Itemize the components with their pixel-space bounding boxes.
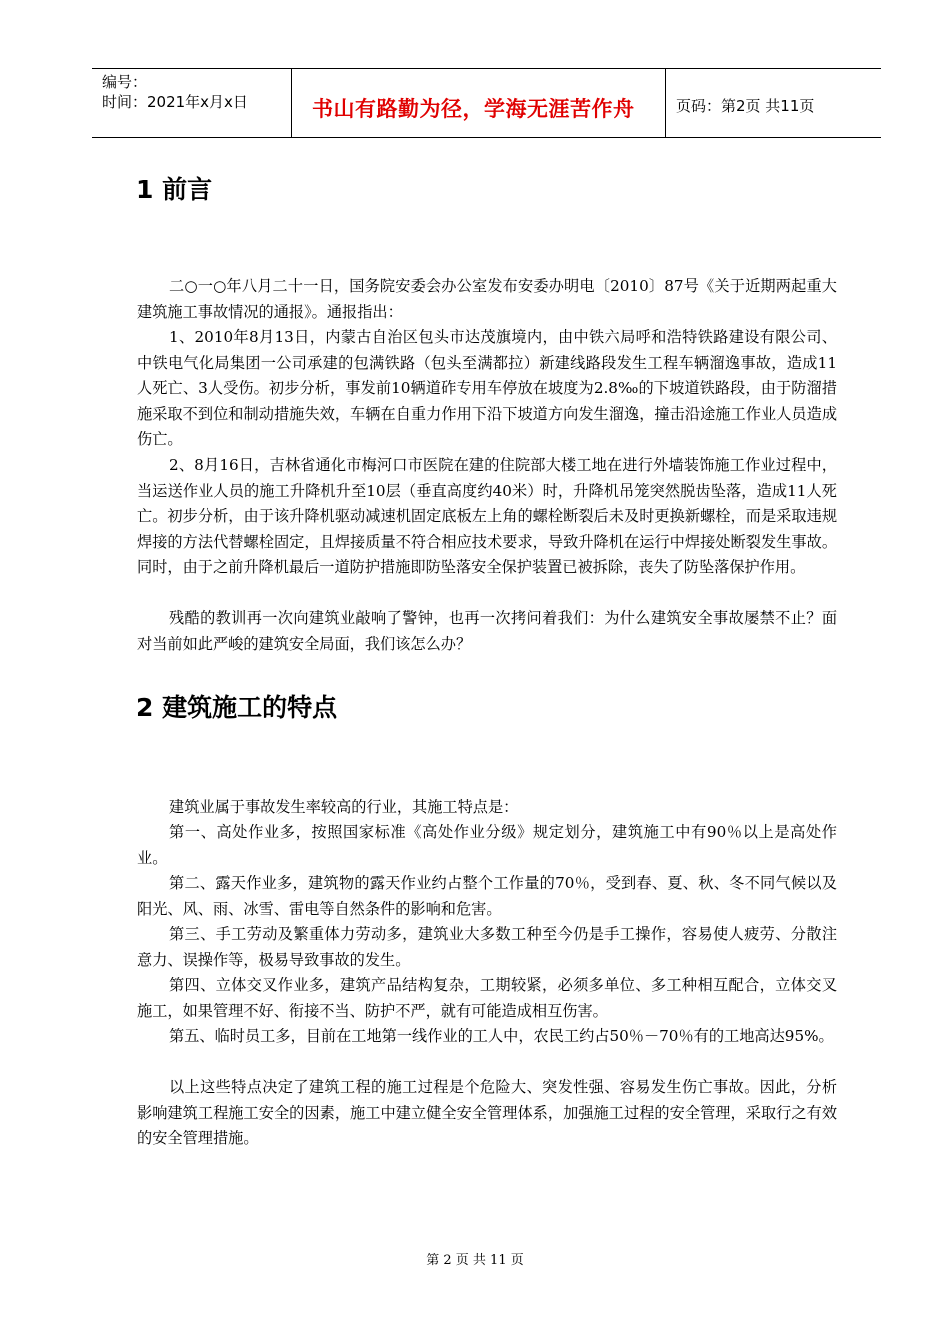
section-1-title: 1 前言 (136, 175, 213, 204)
header-motto-cell (292, 69, 666, 137)
section-1-paragraph-4: 残酷的教训再一次向建筑业敲响了警钟，也再一次拷问着我们：为什么建筑安全事故屡禁不止？面对当前如此严峻的建筑安全局面，我们该怎么办？ (137, 609, 837, 653)
document-header (92, 68, 881, 138)
time-label: 时间：2021年x月x日 (102, 93, 248, 111)
section-2-paragraph-2: 第一、高处作业多，按照国家标准《高处作业分级》规定划分，建筑施工中有90％以上是高处作业。 (137, 823, 837, 867)
page-footer: 第 2 页 共 11 页 (426, 1253, 524, 1268)
page-info: 页码：第2页 共11页 (676, 97, 815, 115)
section-2-paragraph-3: 第二、露天作业多，建筑物的露天作业约占整个工作量的70％，受到春、夏、秋、冬不同气候以及阳光、风、雨、冰雪、雷电等自然条件的影响和危害。 (137, 874, 837, 918)
header-meta-cell (92, 69, 292, 137)
section-1-paragraph-2: 1、2010年8月13日，内蒙古自治区包头市达茂旗境内，由中铁六局呼和浩特铁路建设有限公司、中铁电气化局集团一公司承建的包满铁路（包头至满都拉）新建线路段发生工程车辆溜逸事故，造成11人死亡、3人受伤。初步分析，事发前10辆道砟专用车停放在坡度为2.8‰的下坡道铁路段，由于防溜措施采取不到位和制动措施失效，车辆在自重力作用下沿下坡道方向发生溜逸，撞击沿途施工作业人员造成伤亡。 (137, 328, 837, 449)
section-2-paragraph-1: 建筑业属于事故发生率较高的行业，其施工特点是： (169, 798, 519, 816)
section-2-paragraph-5: 第四、立体交叉作业多，建筑产品结构复杂，工期较紧，必须多单位、多工种相互配合，立体交叉施工，如果管理不好、衔接不当、防护不严，就有可能造成相互伤害。 (137, 976, 837, 1020)
section-2-paragraph-7: 以上这些特点决定了建筑工程的施工过程是个危险大、突发性强、容易发生伤亡事故。因此，分析影响建筑工程施工安全的因素，施工中建立健全安全管理体系，加强施工过程的安全管理，采取行之有效的安全管理措施。 (137, 1078, 837, 1148)
header-page-cell (666, 69, 881, 137)
section-2-title: 2 建筑施工的特点 (136, 693, 338, 722)
motto-text: 书山有路勤为径，学海无涯苦作舟 (312, 97, 635, 121)
section-1-paragraph-3: 2、8月16日，吉林省通化市梅河口市医院在建的住院部大楼工地在进行外墙装饰施工作业过程中，当运送作业人员的施工升降机升至10层（垂直高度约40米）时，升降机吊笼突然脱齿坠落，造成11人死亡。初步分析，由于该升降机驱动减速机固定底板左上角的螺栓断裂后未及时更换新螺栓，而是采取违规焊接的方法代替螺栓固定，且焊接质量不符合相应技术要求，导致升降机在运行中焊接处断裂发生事故。同时，由于之前升降机最后一道防护措施即防坠落安全保护装置已被拆除，丧失了防坠落保护作用。 (137, 456, 837, 577)
section-2-paragraph-6: 第五、临时员工多，目前在工地第一线作业的工人中，农民工约占50％－70％有的工地高达95%。 (169, 1027, 834, 1045)
section-1-paragraph-1: 二○一○年八月二十一日，国务院安委会办公室发布安委办明电〔2010〕87号《关于近期两起重大建筑施工事故情况的通报》。通报指出： (137, 277, 837, 321)
number-label: 编号： (102, 73, 148, 91)
section-2-paragraph-4: 第三、手工劳动及繁重体力劳动多，建筑业大多数工种至今仍是手工操作，容易使人疲劳、分散注意力、误操作等，极易导致事故的发生。 (137, 925, 837, 969)
